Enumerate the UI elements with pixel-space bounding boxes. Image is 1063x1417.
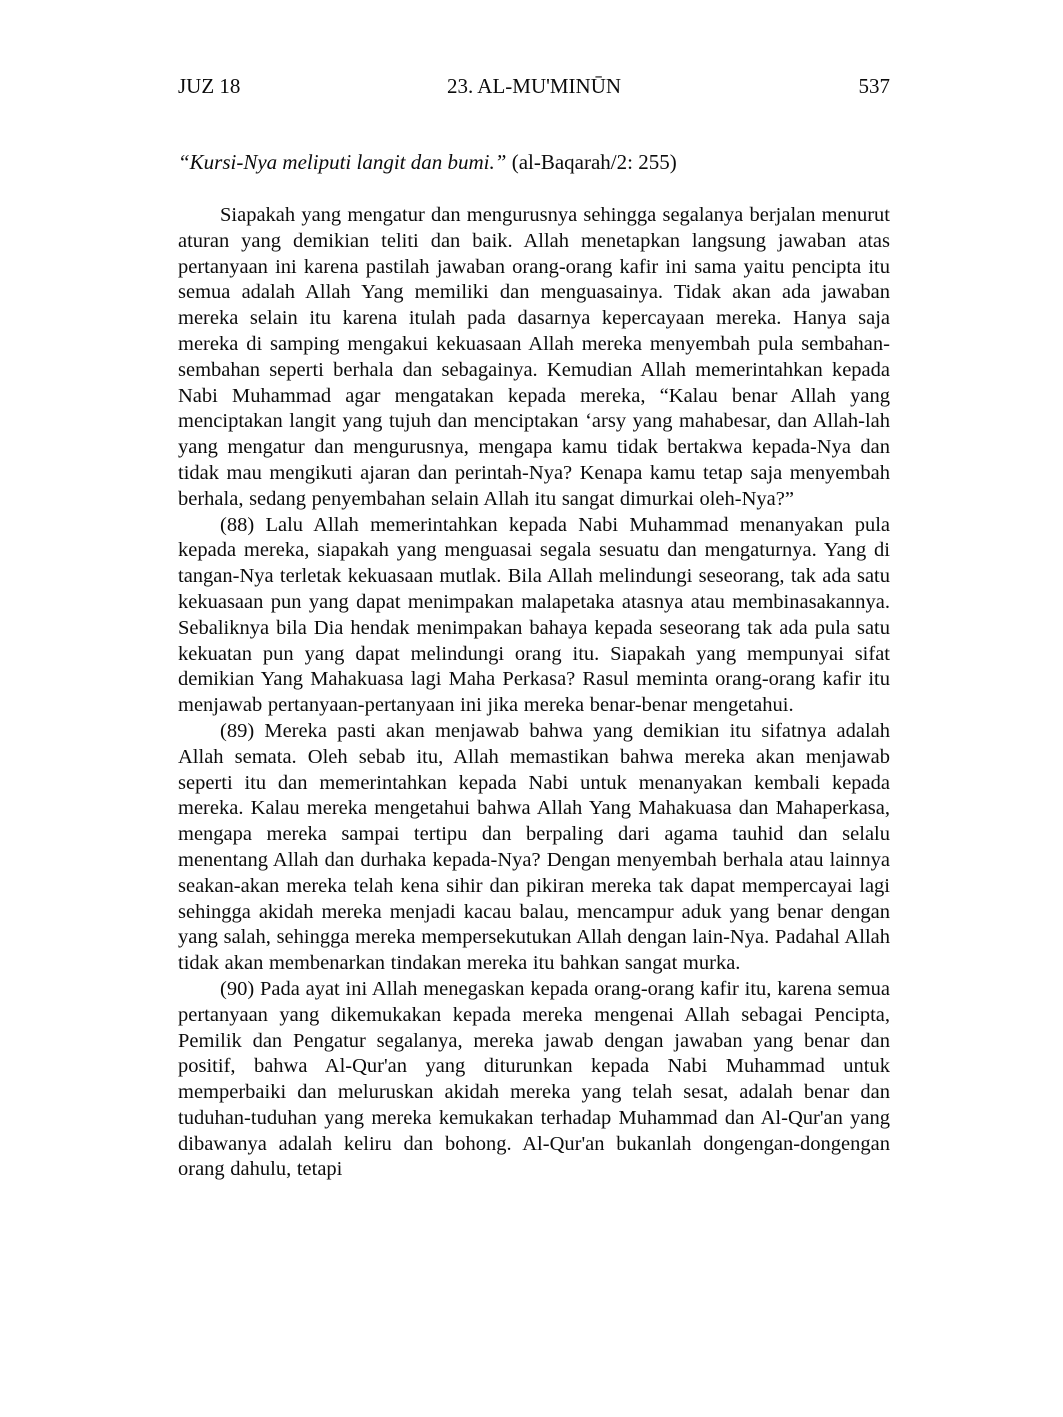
page-header	[178, 74, 890, 99]
page-number: 537	[858, 74, 890, 98]
verse-quote-text: “Kursi-Nya meliputi langit dan bumi.”	[178, 150, 507, 174]
verse-quote-reference	[512, 150, 677, 174]
body-paragraph: (90) Pada ayat ini Allah menegaskan kepada orang-orang kafir itu, karena semua pertanyaan yang dikemukakan kepada mereka mengenai Allah sebagai Pencipta, Pemilik dan Pengatur segalanya, mereka jawab dengan jawaban yang benar dan positif, bahwa Al-Qur'an yang diturunkan kepada Nabi Muhammad untuk memperbaiki dan meluruskan akidah mereka yang telah sesat, adalah benar dan tuduhan-tuduhan yang mereka kemukakan terhadap Muhammad dan Al-Qur'an yang dibawanya adalah keliru dan bohong. Al-Qur'an bukanlah dongengan-dongengan orang dahulu, tetapi	[178, 977, 890, 1181]
verse-quote	[178, 150, 890, 175]
body-paragraph: (89) Mereka pasti akan menjawab bahwa yang demikian itu sifatnya adalah Allah semata. Oleh sebab itu, Allah memastikan bahwa mereka akan menjawab seperti itu dan memerintahkan kepada Nabi untuk menanyakan kembali kepada mereka. Kalau mereka mengetahui bahwa Allah Yang Mahakuasa dan Mahaperkasa, mengapa mereka sampai tertipu dan berpaling dari agama tauhid dan selalu menentang Allah dan durhaka kepada-Nya? Dengan menyembah berhala atau lainnya seakan-akan mereka telah kena sihir dan pikiran mereka tak dapat mempercayai lagi sehingga akidah mereka menjadi kacau balau, mencampur aduk yang benar dengan yang salah, sehingga mereka mempersekutukan Allah dengan lain-Nya. Padahal Allah tidak akan membenarkan tindakan mereka itu bahkan sangat murka.	[178, 719, 890, 975]
body-paragraph: (88) Lalu Allah memerintahkan kepada Nabi Muhammad menanyakan pula kepada mereka, siapakah yang menguasai segala sesuatu dan mengaturnya. Yang di tangan-Nya terletak kekuasaan mutlak. Bila Allah melindungi seseorang, tak ada satu kekuasaan pun yang dapat menimpakan malapetaka atasnya atau membinasakannya. Sebaliknya bila Dia hendak menimpakan bahaya kepada seseorang tak ada pula satu kekuatan pun yang dapat melindungi orang itu. Siapakah yang mempunyai sifat demikian Yang Mahakuasa lagi Maha Perkasa? Rasul meminta orang-orang kafir itu menjawab pertanyaan-pertanyaan ini jika mereka benar-benar mengetahui.	[178, 513, 890, 717]
body-paragraph: Siapakah yang mengatur dan mengurusnya sehingga segalanya berjalan menurut aturan yang demikian teliti dan baik. Allah menetapkan langsung jawaban atas pertanyaan ini karena pastilah jawaban orang-orang kafir ini sama yaitu pencipta itu semua adalah Allah Yang memiliki dan menguasainya. Tidak akan ada jawaban mereka selain itu karena itulah pada dasarnya kepercayaan mereka. Hanya saja mereka di samping mengakui kekuasaan Allah mereka menyembah pula sembahan-sembahan seperti berhala dan sebagainya. Kemudian Allah memerintahkan kepada Nabi Muhammad agar mengatakan kepada mereka, “Kalau benar Allah yang menciptakan langit yang tujuh dan menciptakan ‘arsy yang mahabesar, dan Allah-lah yang mengatur dan mengurusnya, mengapa kamu tidak bertakwa kepada-Nya dan tidak mau mengikuti ajaran dan perintah-Nya? Kenapa kamu tetap saja menyembah berhala, sedang penyembahan selain Allah itu sangat dimurkai oleh-Nya?”	[178, 204, 890, 510]
surah-title: 23. AL-MU'MINŪN	[446, 74, 622, 98]
commentary-body	[178, 203, 890, 1183]
verse-quote-reference-text: (al-Baqarah/2: 255)	[511, 150, 677, 174]
juz-label: JUZ 18	[178, 74, 241, 98]
